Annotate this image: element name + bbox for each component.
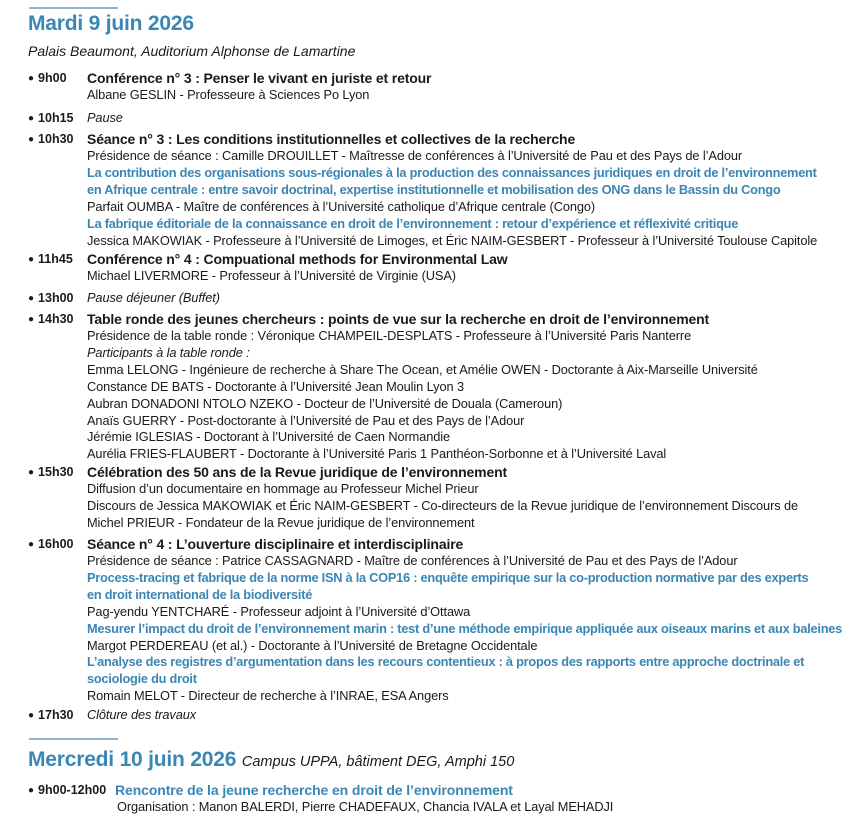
entry-time: 9h00 — [38, 71, 67, 85]
participant-line: Emma LELONG - Ingénieure de recherche à Share The Ocean, et Amélie OWEN - Doctorante à Aix-Marseille Université — [87, 361, 758, 377]
speaker-line: Michael LIVERMORE - Professeur à l’Université de Virginie (USA) — [87, 268, 456, 283]
entry-time: 10h30 — [38, 132, 74, 146]
bullet-icon: ● — [28, 539, 35, 550]
day-venue: Campus UPPA, bâtiment DEG, Amphi 150 — [241, 754, 515, 770]
talk-title: La contribution des organisations sous-régionales à la production des connaissances juridiques en droit de l’environnement — [87, 164, 817, 180]
bullet-icon: ● — [28, 134, 35, 145]
participant-line: Aurélia FRIES-FLAUBERT - Doctorante à l’Université Paris 1 Panthéon-Sorbonne et à l’Université Laval — [87, 446, 667, 462]
talk-title: Process-tracing et fabrique de la norme ISN à la COP16 : enquête empirique sur la co-production normative par des experts — [87, 569, 809, 585]
bullet-icon: ● — [28, 314, 35, 325]
entry-time: 17h30 — [38, 708, 74, 722]
speaker-line: Romain MELOT - Directeur de recherche à l’INRAE, ESA Angers — [87, 688, 449, 704]
speaker-line: Jessica MAKOWIAK - Professeure à l’Université de Limoges, et Éric NAIM-GESBERT - Professeur à l’Université Toulouse Capitole — [87, 232, 818, 248]
entry-time: 11h45 — [38, 252, 73, 266]
section-divider — [29, 7, 118, 9]
bullet-icon: ● — [28, 710, 35, 721]
entry-break: Pause — [87, 110, 123, 125]
bullet-icon: ● — [28, 467, 35, 478]
entry-time: 10h15 — [38, 111, 74, 125]
participants-label: Participants à la table ronde : — [87, 344, 250, 360]
entry-title: Séance n° 4 : L’ouverture disciplinaire et interdisciplinaire — [87, 536, 464, 552]
day-title: Mercredi 10 juin 2026 Campus UPPA, bâtiment DEG, Amphi 150 — [28, 748, 515, 771]
day-title: Mardi 9 juin 2026 — [28, 12, 194, 35]
talk-title: sociologie du droit — [87, 671, 197, 687]
entry-time: 14h30 — [38, 312, 74, 326]
chair-line: Présidence de la table ronde : Véronique CHAMPEIL-DESPLATS - Professeure à l’Université Paris Nanterre — [87, 328, 692, 343]
entry-time: 16h00 — [38, 537, 74, 551]
talk-title: L’analyse des registres d’argumentation dans les recours contentieux : à propos des rapports entre approche doctrinale et — [87, 654, 805, 670]
bullet-icon: ● — [28, 785, 35, 796]
speaker-line: Albane GESLIN - Professeure à Sciences Po Lyon — [87, 87, 370, 102]
section-divider — [29, 738, 118, 740]
talk-title: La fabrique éditoriale de la connaissance en droit de l’environnement : retour d’expérience et réflexivité critique — [87, 215, 739, 231]
bullet-icon: ● — [28, 254, 35, 265]
participant-line: Constance DE BATS - Doctorante à l’Université Jean Moulin Lyon 3 — [87, 378, 464, 394]
bullet-icon: ● — [28, 293, 35, 304]
entry-title: Séance n° 3 : Les conditions institutionnelles et collectives de la recherche — [87, 131, 576, 147]
chair-line: Présidence de séance : Patrice CASSAGNARD - Maître de conférences à l’Université de Pau et des Pays de l’Adour — [87, 553, 738, 568]
entry-title: Rencontre de la jeune recherche en droit de l’environnement — [115, 782, 513, 798]
speaker-line: Pag-yendu YENTCHARÉ - Professeur adjoint à l’Université d’Ottawa — [87, 603, 471, 619]
talk-title: en droit international de la biodiversité — [87, 586, 313, 602]
entry-title: Table ronde des jeunes chercheurs : points de vue sur la recherche en droit de l’environnement — [87, 311, 710, 327]
chair-line: Présidence de séance : Camille DROUILLET - Maîtresse de conférences à l’Université de Pau et des Pays de l’Adour — [87, 148, 743, 163]
detail-line: Michel PRIEUR - Fondateur de la Revue juridique de l’environnement — [87, 514, 475, 530]
organisers-line: Organisation : Manon BALERDI, Pierre CHADEFAUX, Chancia IVALA et Layal MEHADJI — [117, 799, 614, 814]
entry-time: 9h00-12h00 — [38, 783, 107, 797]
participant-line: Anaïs GUERRY - Post-doctorante à l’Université de Pau et des Pays de l’Adour — [87, 412, 525, 428]
talk-title: en Afrique centrale : entre savoir doctrinal, expertise institutionnelle et mobilisation des ONG dans le Bassin du Congo — [87, 181, 781, 197]
entry-break: Pause déjeuner (Buffet) — [87, 290, 220, 305]
bullet-icon: ● — [28, 73, 35, 84]
entry-time: 13h00 — [38, 291, 74, 305]
talk-title: Mesurer l’impact du droit de l’environnement marin : test d’une méthode empirique appliquée aux oiseaux marins et aux baleines — [87, 620, 842, 636]
bullet-icon: ● — [28, 113, 35, 124]
detail-line: Diffusion d’un documentaire en hommage au Professeur Michel Prieur — [87, 481, 479, 496]
speaker-line: Parfait OUMBA - Maître de conférences à l’Université catholique d’Afrique centrale (Congo) — [87, 198, 596, 214]
speaker-line: Margot PERDEREAU (et al.) - Doctorante à l’Université de Bretagne Occidentale — [87, 637, 538, 653]
entry-title: Célébration des 50 ans de la Revue juridique de l’environnement — [87, 464, 508, 480]
entry-time: 15h30 — [38, 465, 74, 479]
detail-line: Discours de Jessica MAKOWIAK et Éric NAIM-GESBERT - Co-directeurs de la Revue juridique de l’environnement Discours de — [87, 497, 799, 513]
participant-line: Aubran DONADONI NTOLO NZEKO - Docteur de l’Université de Douala (Cameroun) — [87, 395, 563, 411]
entry-closing: Clôture des travaux — [87, 707, 197, 722]
entry-title: Conférence n° 3 : Penser le vivant en juriste et retour — [87, 70, 432, 86]
day-venue: Palais Beaumont, Auditorium Alphonse de Lamartine — [28, 43, 356, 59]
participant-line: Jérémie IGLESIAS - Doctorant à l’Université de Caen Normandie — [87, 429, 451, 445]
entry-title: Conférence n° 4 : Compuational methods for Environmental Law — [87, 251, 508, 267]
